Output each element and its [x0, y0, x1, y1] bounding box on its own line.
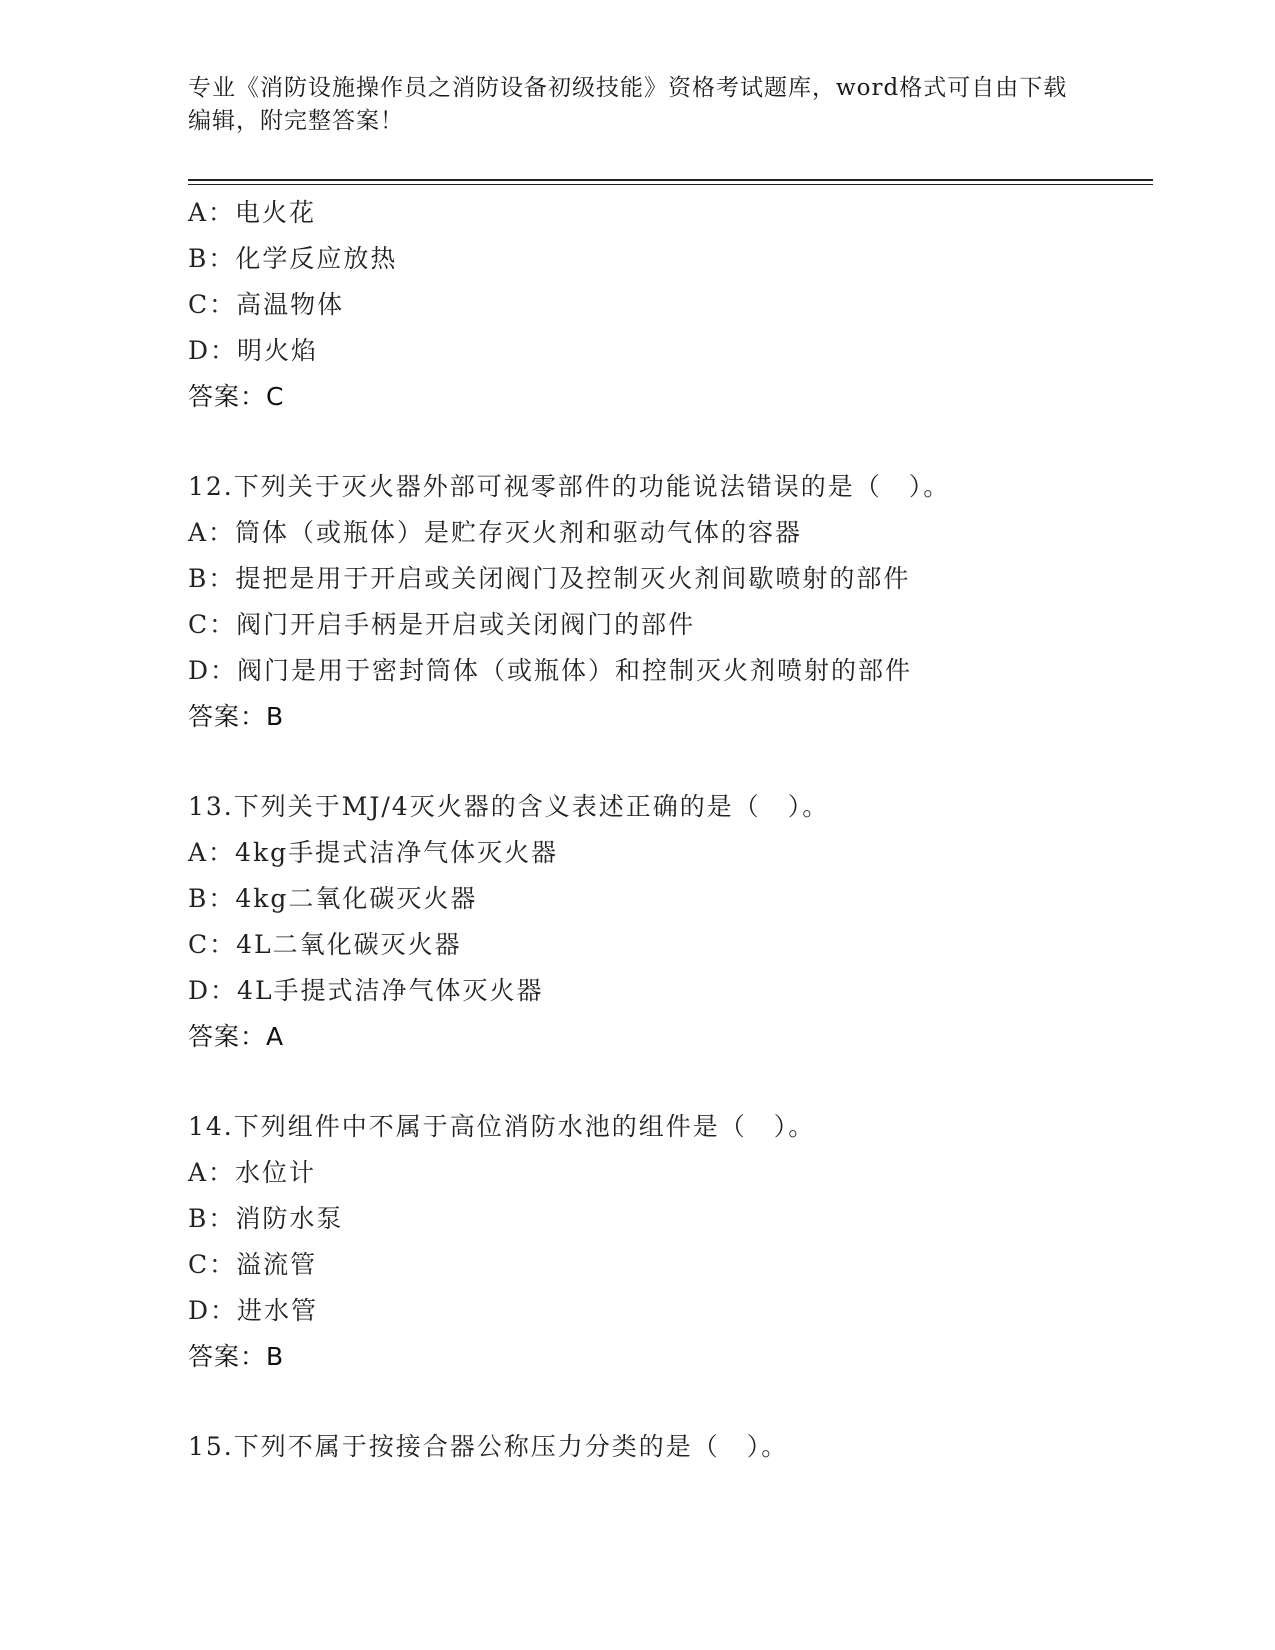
option-a: A：电火花 [188, 198, 317, 227]
option-b: B：提把是用于开启或关闭阀门及控制灭火剂间歇喷射的部件 [188, 564, 911, 593]
question-stem: 12.下列关于灭火器外部可视零部件的功能说法错误的是（ ）。 [188, 472, 951, 501]
answer-line: 答案：B [188, 702, 285, 731]
option-d: D：明火焰 [188, 336, 319, 365]
header-divider [188, 179, 1153, 181]
spacer [188, 740, 1168, 784]
option-a: A：筒体（或瓶体）是贮存灭火剂和驱动气体的容器 [188, 518, 803, 547]
question-block [188, 1104, 1168, 1380]
question-block [188, 464, 1168, 740]
document-intro: 专业《消防设施操作员之消防设备初级技能》资格考试题库，word格式可自由下载编辑，附完整答案！ [188, 75, 1068, 134]
option-c: C：阀门开启手柄是开启或关闭阀门的部件 [188, 610, 696, 639]
answer-line: 答案：C [188, 382, 285, 411]
option-c: C：溢流管 [188, 1250, 318, 1279]
option-a: A：4kg手提式洁净气体灭火器 [188, 838, 559, 867]
question-block [188, 1424, 1168, 1470]
option-a: A：水位计 [188, 1158, 317, 1187]
question-stem: 14.下列组件中不属于高位消防水池的组件是（ ）。 [188, 1112, 816, 1141]
question-stem: 15.下列不属于按接合器公称压力分类的是（ ）。 [188, 1432, 789, 1461]
question-stem: 13.下列关于MJ/4灭火器的含义表述正确的是（ ）。 [188, 792, 830, 821]
option-b: B：消防水泵 [188, 1204, 344, 1233]
question-block [188, 190, 1168, 420]
option-d: D：阀门是用于密封筒体（或瓶体）和控制灭火剂喷射的部件 [188, 656, 913, 685]
header-divider-thin [188, 184, 1153, 185]
option-b: B：4kg二氧化碳灭火器 [188, 884, 478, 913]
question-block [188, 784, 1168, 1060]
spacer [188, 1060, 1168, 1104]
question-list [188, 190, 1168, 1470]
option-b: B：化学反应放热 [188, 244, 398, 273]
answer-line: 答案：B [188, 1342, 285, 1371]
option-c: C：4L二氧化碳灭火器 [188, 930, 462, 959]
option-d: D：4L手提式洁净气体灭火器 [188, 976, 544, 1005]
option-d: D：进水管 [188, 1296, 319, 1325]
answer-line: 答案：A [188, 1022, 285, 1051]
spacer [188, 1380, 1168, 1424]
option-c: C：高温物体 [188, 290, 345, 319]
spacer [188, 420, 1168, 464]
